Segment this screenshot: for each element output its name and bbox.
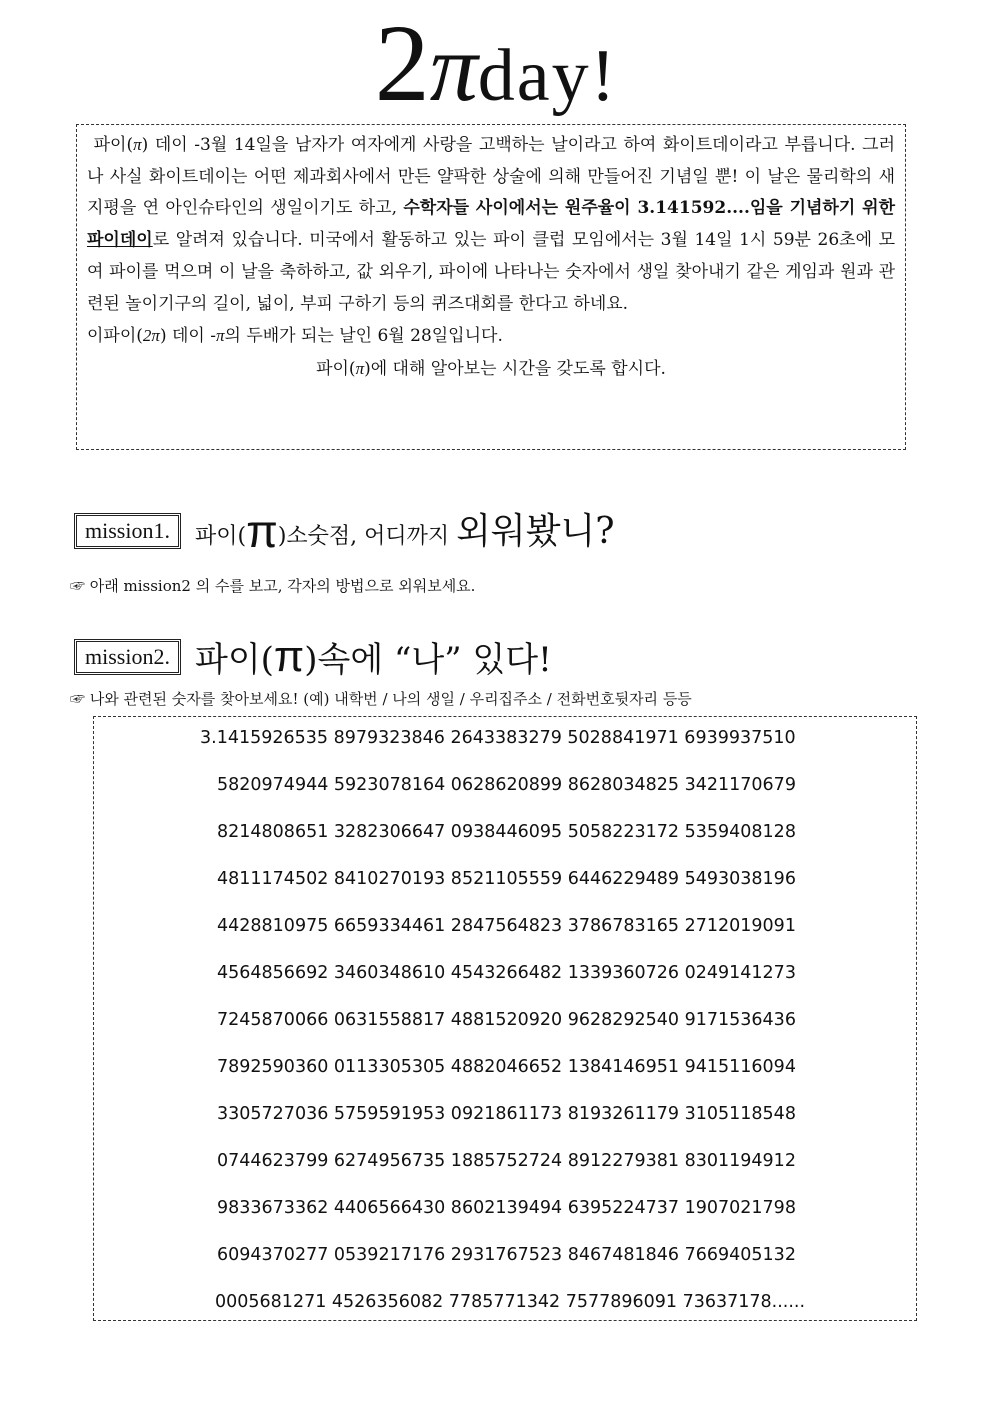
- digits-row: 5820974944 5923078164 0628620899 8628034825 3421170679: [217, 775, 796, 795]
- digits-row: 4428810975 6659334461 2847564823 3786783165 2712019091: [217, 916, 796, 936]
- digits-row: 8214808651 3282306647 0938446095 5058223172 5359408128: [217, 822, 796, 842]
- digits-row: 3.1415926535 8979323846 2643383279 5028841971 6939937510: [200, 728, 796, 748]
- digits-row: 6094370277 0539217176 2931767523 8467481846 7669405132: [217, 1245, 796, 1265]
- intro-text: 의 두배가 되는 날인 6월 28일입니다.: [224, 326, 503, 347]
- mission1-note: ☞ 아래 mission2 의 수를 보고, 각자의 방법으로 외워보세요.: [70, 577, 476, 595]
- intro-text: 파이(: [93, 135, 134, 155]
- intro-bold-text: 수학자들 사이에서는 원주율이 3.141592....임을 기념하기 위한: [403, 198, 895, 219]
- intro-paragraph-2: [87, 320, 895, 353]
- page-title: [0, 2, 992, 124]
- intro-underlined-text: 파이데이: [87, 230, 153, 251]
- digits-row: 0005681271 4526356082 7785771342 7577896091 73637178......: [215, 1292, 806, 1312]
- mission2-label: mission2.: [74, 639, 181, 675]
- two-pi-symbol: 2π: [142, 326, 160, 346]
- digits-row: 4811174502 8410270193 8521105559 6446229489 5493038196: [217, 869, 796, 889]
- mission2-heading: [74, 632, 552, 682]
- digits-row: 0744623799 6274956735 1885752724 8912279381 8301194912: [217, 1151, 796, 1171]
- mission2-text: )속에 “나” 있다!: [304, 640, 552, 680]
- intro-text: 로 알려져 있습니다. 미국에서 활동하고 있는 파이 클럽 모임에서는 3월 14일 1시 59분 26초에 모여 파이를 먹으며 이 날을 축하하고, 값 외우기, 파이에 나타나는 숫자에서 생일 찾아내기 같은 게임과 원과 관련된 놀이기구의 길이, 넓이, 부피 구하기 등의 퀴즈대회를 한다고 하네요.: [87, 230, 895, 314]
- title-day: day!: [477, 35, 618, 117]
- pi-symbol: π: [246, 505, 278, 557]
- digits-row: 4564856692 3460348610 4543266482 1339360726 0249141273: [217, 963, 796, 983]
- pi-symbol: π: [133, 135, 142, 154]
- digits-row: 7245870066 0631558817 4881520920 9628292540 9171536436: [217, 1010, 796, 1030]
- digits-row: 3305727036 5759591953 0921861173 8193261179 3105118548: [217, 1104, 796, 1124]
- intro-text: ) 데이 -: [159, 326, 216, 347]
- mission1-label: mission1.: [74, 513, 181, 549]
- intro-text: 이파이(: [87, 326, 143, 347]
- intro-paragraph-1: [87, 129, 895, 320]
- mission1-text-large: 외워봤니?: [456, 511, 615, 552]
- pi-digits-box: [93, 716, 917, 1321]
- mission2-note: ☞ 나와 관련된 숫자를 찾아보세요! (예) 내학번 / 나의 생일 / 우리집주소 / 전화번호뒷자리 등등: [70, 690, 692, 708]
- pi-symbol: π: [273, 632, 305, 681]
- mission1-text: )소숫점, 어디까지: [277, 524, 457, 549]
- digits-row: 9833673362 4406566430 8602139494 6395224737 1907021798: [217, 1198, 796, 1218]
- intro-box: [76, 124, 906, 450]
- mission1-title: [195, 503, 615, 558]
- digits-row: 7892590360 0113305305 4882046652 1384146951 9415116094: [217, 1057, 796, 1077]
- mission1-text: 파이(: [194, 524, 247, 549]
- mission2-text: 파이(: [194, 640, 274, 680]
- intro-text: )에 대해 알아보는 시간을 갖도록 합시다.: [364, 358, 666, 379]
- mission1-heading: [74, 503, 615, 558]
- title-pi-symbol: π: [429, 14, 478, 121]
- pi-symbol: π: [355, 358, 365, 378]
- intro-text: 파이(: [316, 358, 356, 379]
- pi-symbol: π: [215, 326, 225, 346]
- intro-text: ) 데이 -3월 14일을 남자가 여자에게 사랑을 고백하는 날이라고 하여 화이트데이라고 부릅니다. 그러나 사실 화이트데이는 어떤 제과회사에서 만든 얄팍한 상술에 의해 만들어진 기념일 뿐! 이 날은 물리학의 새 지평을 연 아인슈타인의 생일이기도 하고,: [87, 135, 895, 219]
- mission2-title: [195, 632, 552, 682]
- intro-paragraph-3: [87, 353, 895, 386]
- title-number: 2: [374, 2, 430, 124]
